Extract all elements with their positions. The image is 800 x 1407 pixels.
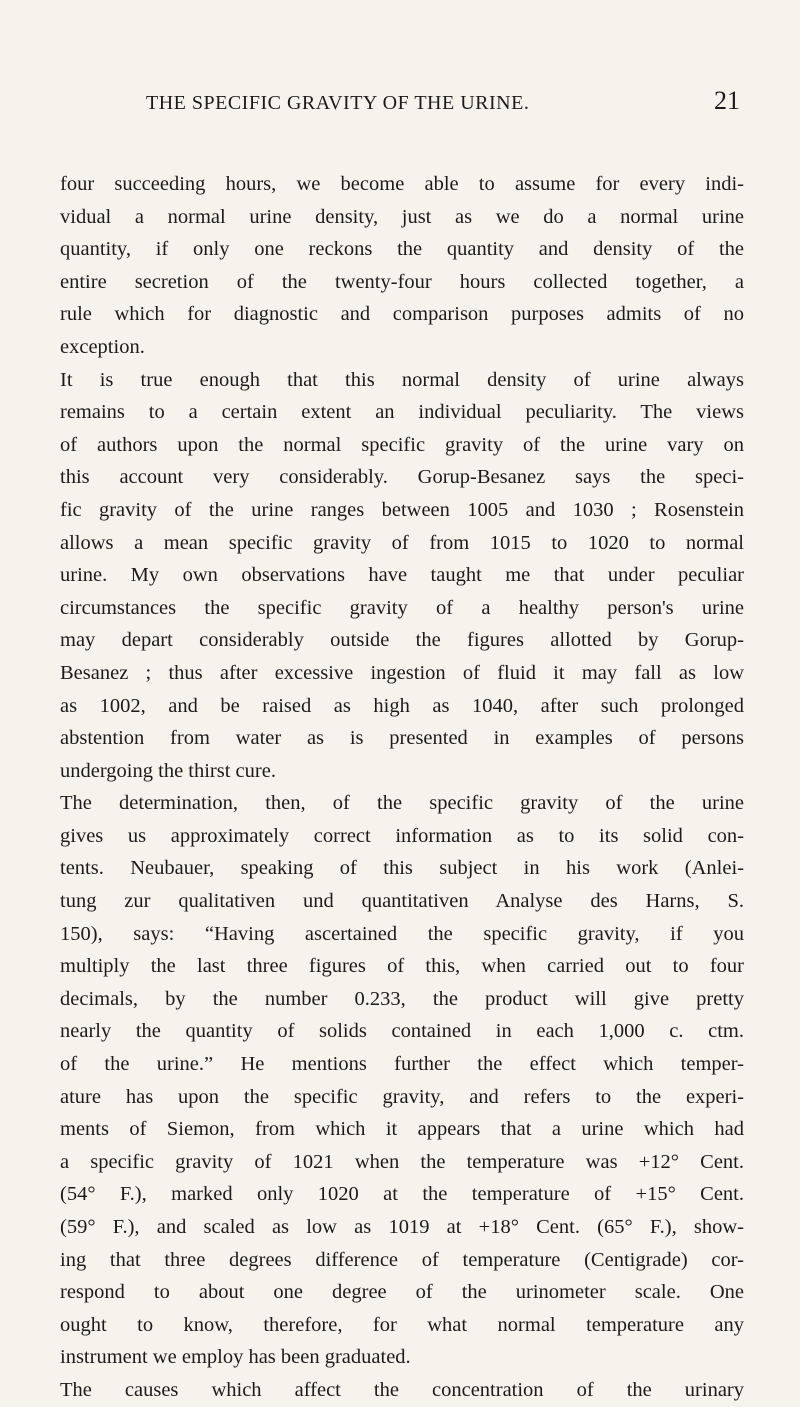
text-line: gives us approximately correct information as to its solid con- <box>60 824 744 847</box>
text-line: tung zur qualitativen und quantitativen Analyse des Harns, S. <box>60 890 744 913</box>
text-line: this account very considerably. Gorup-Besanez says the speci- <box>60 466 744 489</box>
text-line: It is true enough that this normal density of urine always <box>60 368 744 391</box>
text-line: may depart considerably outside the figures allotted by Gorup- <box>60 629 744 652</box>
text-line: allows a mean specific gravity of from 1015 to 1020 to normal <box>60 531 744 554</box>
text-line: nearly the quantity of solids contained in each 1,000 c. ctm. <box>60 1020 744 1043</box>
text-line: of authors upon the normal specific gravity of the urine vary on <box>60 433 744 456</box>
text-line: The determination, then, of the specific gravity of the urine <box>60 792 744 815</box>
page-number: 21 <box>714 86 740 115</box>
text-line: quantity, if only one reckons the quantity and density of the <box>60 238 744 261</box>
text-line: vidual a normal urine density, just as we do a normal urine <box>60 205 744 228</box>
text-line: rule which for diagnostic and comparison purposes admits of no <box>60 303 744 326</box>
text-line: Besanez ; thus after excessive ingestion of fluid it may fall as low <box>60 661 744 684</box>
text-line: as 1002, and be raised as high as 1040, after such prolonged <box>60 694 744 717</box>
text-line: remains to a certain extent an individual peculiarity. The views <box>60 401 744 424</box>
text-line: 150), says: “Having ascertained the specific gravity, if you <box>60 922 744 945</box>
body-text <box>60 168 744 1407</box>
text-line: instrument we employ has been graduated. <box>60 1346 411 1369</box>
text-line: The causes which affect the concentration of the urinary <box>60 1378 744 1401</box>
text-line: respond to about one degree of the urinometer scale. One <box>60 1281 744 1304</box>
text-line: undergoing the thirst cure. <box>60 759 276 782</box>
running-title: THE SPECIFIC GRAVITY OF THE URINE. <box>146 92 530 114</box>
text-line: ought to know, therefore, for what normal temperature any <box>60 1313 744 1336</box>
text-line: four succeeding hours, we become able to assume for every indi- <box>60 173 744 195</box>
text-line: urine. My own observations have taught me that under peculiar <box>60 564 744 587</box>
running-head <box>60 84 740 124</box>
text-line: ing that three degrees difference of temperature (Centigrade) cor- <box>60 1248 744 1271</box>
text-line: entire secretion of the twenty-four hours collected together, a <box>60 270 744 293</box>
text-line: ments of Siemon, from which it appears that a urine which had <box>60 1118 744 1141</box>
text-line: (54° F.), marked only 1020 at the temperature of +15° Cent. <box>60 1183 744 1206</box>
text-line: (59° F.), and scaled as low as 1019 at +18° Cent. (65° F.), show- <box>60 1216 744 1238</box>
text-line: a specific gravity of 1021 when the temperature was +12° Cent. <box>60 1150 744 1173</box>
text-line: tents. Neubauer, speaking of this subject in his work (Anlei- <box>60 857 744 880</box>
text-line: exception. <box>60 335 145 358</box>
text-line: circumstances the specific gravity of a healthy person's urine <box>60 596 744 619</box>
text-line: multiply the last three figures of this, when carried out to four <box>60 955 744 978</box>
text-line: of the urine.” He mentions further the effect which temper- <box>60 1053 744 1076</box>
text-line: abstention from water as is presented in examples of persons <box>60 727 744 750</box>
text-line: fic gravity of the urine ranges between 1005 and 1030 ; Rosenstein <box>60 498 744 521</box>
text-line: ature has upon the specific gravity, and refers to the experi- <box>60 1085 744 1108</box>
text-line: decimals, by the number 0.233, the product will give pretty <box>60 987 744 1010</box>
